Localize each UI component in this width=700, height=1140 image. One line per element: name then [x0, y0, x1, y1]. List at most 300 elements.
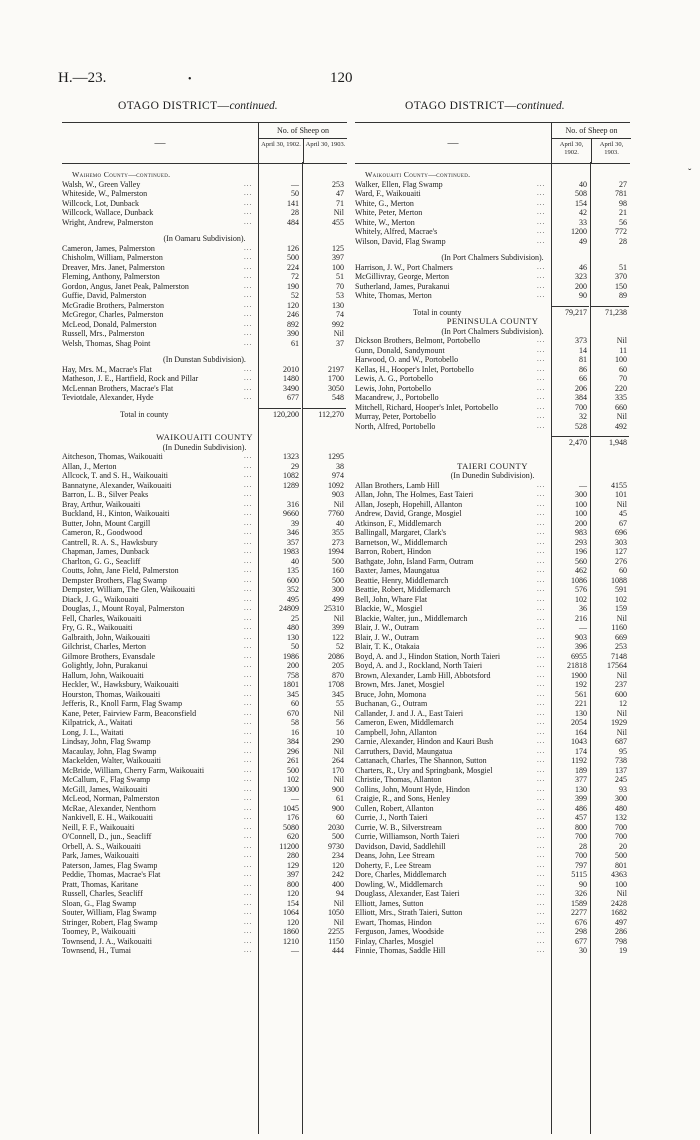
- value-1903: Nil: [616, 499, 627, 509]
- leader-dots: ...: [537, 537, 546, 546]
- value-1902: 216: [575, 613, 587, 623]
- left-spacer: [62, 419, 347, 426]
- leader-dots: ...: [537, 509, 546, 517]
- leader-dots: ...: [537, 499, 546, 508]
- row-name: Gordon, Angus, Janet Peak, Palmerston: [62, 281, 189, 291]
- leader-dots: ...: [244, 927, 253, 935]
- row-name: Douglass, Alexander, East Taieri: [355, 889, 460, 898]
- value-1903: 7760: [328, 509, 344, 518]
- row-name: Galbraith, John, Waikouaiti: [62, 632, 151, 642]
- leader-dots: ...: [244, 528, 253, 536]
- value-1902: 528: [575, 421, 587, 431]
- row-name: Ferguson, James, Woodside: [355, 927, 444, 936]
- left-table-row: [62, 633, 347, 643]
- right-table-row: [355, 699, 630, 709]
- value-1903: 25310: [324, 604, 344, 613]
- row-name: Mitchell, Richard, Hooper's Inlet, Portobello: [355, 402, 498, 412]
- value-1902: 120,200: [258, 408, 301, 420]
- value-1903: 2086: [328, 651, 344, 661]
- value-1902: 903: [575, 632, 587, 642]
- value-1903: Nil: [616, 336, 627, 345]
- left-total-row: [62, 410, 347, 420]
- row-name: Stringer, Robert, Flag Swamp: [62, 917, 158, 927]
- row-name: (In Oamaru Subdivision).: [163, 234, 246, 243]
- value-1903: 45: [619, 509, 627, 518]
- value-1903: 28: [619, 236, 627, 246]
- value-1902: 495: [287, 594, 299, 604]
- value-1903: 499: [332, 594, 344, 604]
- right-table-row: [355, 785, 630, 795]
- leader-dots: ...: [537, 898, 546, 907]
- row-name: White, Peter, Merton: [355, 208, 423, 217]
- right-table-row: [355, 384, 630, 394]
- value-1902: 676: [575, 917, 587, 927]
- left-table-row: [62, 500, 347, 510]
- row-name: Willcock, Lot, Dunback: [62, 198, 139, 208]
- right-table-row: [355, 766, 630, 776]
- row-name: Craigie, R., and Sons, Henley: [355, 794, 451, 803]
- value-1902: 176: [287, 813, 299, 822]
- leader-dots: ...: [244, 585, 253, 593]
- value-1902: 2010: [283, 364, 299, 374]
- row-name: Lewis, John, Portobello: [355, 383, 431, 393]
- right-table-row: [355, 237, 630, 247]
- leader-dots: ...: [244, 841, 253, 850]
- row-name: Welsh, Thomas, Shag Point: [62, 338, 151, 348]
- leader-dots: ...: [537, 784, 546, 793]
- right-total-row: [355, 438, 630, 448]
- left-table-row: [62, 614, 347, 624]
- right-district-title: [405, 100, 565, 112]
- row-name: Doherty, F., Lee Stream: [355, 860, 432, 870]
- row-name: Jefferis, R., Knoll Farm, Flag Swamp: [62, 699, 183, 708]
- value-1902: 50: [291, 189, 299, 198]
- leader-dots: ...: [537, 291, 546, 299]
- value-1902: 3490: [283, 383, 299, 393]
- leader-dots: ...: [244, 889, 253, 897]
- right-table-row: [355, 652, 630, 662]
- left-table-row: [62, 747, 347, 757]
- right-table-row: [355, 880, 630, 890]
- right-table-row: [355, 671, 630, 681]
- left-table-row: [62, 823, 347, 833]
- row-name: Dempster, William, The Glen, Waikouaiti: [62, 585, 196, 594]
- leader-dots: ...: [537, 179, 546, 188]
- value-1903: 253: [332, 179, 344, 189]
- value-1903: 300: [615, 794, 627, 803]
- leader-dots: ...: [537, 936, 546, 945]
- value-1902: 189: [575, 765, 587, 775]
- row-name: Diack, J. G., Waikouaiti: [62, 594, 139, 604]
- left-table-row: [62, 301, 347, 311]
- left-table-row: [62, 623, 347, 633]
- right-table-row: [355, 403, 630, 413]
- value-1903: 1295: [328, 452, 344, 461]
- value-1902: 206: [575, 383, 587, 393]
- row-name: Cantrell, R. A. S., Hawksbury: [62, 537, 158, 547]
- right-table-row: [355, 199, 630, 209]
- leader-dots: ...: [537, 775, 546, 783]
- left-table-row: [62, 282, 347, 292]
- value-1902: 52: [291, 291, 299, 300]
- leader-dots: ...: [244, 879, 253, 888]
- value-1902: 797: [575, 860, 587, 870]
- right-table-row: [355, 851, 630, 861]
- leader-dots: ...: [537, 661, 546, 669]
- row-name: Charters, R., Ury and Springbank, Mosgiel: [355, 765, 493, 775]
- value-1902: 326: [575, 889, 587, 898]
- row-name: Whiteside, W., Palmerston: [62, 189, 148, 198]
- leader-dots: ...: [244, 310, 253, 318]
- left-table-row: [62, 690, 347, 700]
- value-1903: 290: [332, 737, 344, 746]
- row-name: Gilmore Brothers, Evansdale: [62, 651, 156, 661]
- leader-dots: ...: [537, 575, 546, 584]
- left-table-row: [62, 680, 347, 690]
- row-name: Chisholm, William, Palmerston: [62, 253, 163, 262]
- leader-dots: ...: [537, 870, 546, 878]
- row-name: McLeod, Donald, Palmerston: [62, 319, 157, 329]
- value-1902: 32: [579, 412, 587, 421]
- right-table-body: [355, 163, 630, 956]
- value-1902: 130: [287, 632, 299, 642]
- value-1902: 1983: [283, 547, 299, 556]
- row-name: Allan, J., Merton: [62, 461, 117, 471]
- value-1903: 3050: [328, 383, 344, 393]
- leader-dots: ...: [537, 670, 546, 679]
- value-1902: 28: [291, 208, 299, 217]
- leader-dots: ...: [244, 364, 253, 373]
- row-name: TAIERI COUNTY: [457, 460, 528, 471]
- right-table-row: [355, 547, 630, 557]
- left-district-name: OTAGO DISTRICT—: [118, 100, 230, 112]
- value-1903: 500: [332, 832, 344, 841]
- value-1902: 192: [575, 680, 587, 689]
- leader-dots: ...: [244, 253, 253, 261]
- row-name: Barron, Robert, Hindon: [355, 547, 431, 556]
- value-1902: 800: [287, 879, 299, 889]
- right-table-row: [355, 908, 630, 918]
- right-table-row: [355, 614, 630, 624]
- row-name: Fell, Charles, Waikouaiti: [62, 613, 142, 623]
- row-name: Atkinson, F., Middlemarch: [355, 518, 442, 528]
- row-name: White, G., Merton: [355, 198, 414, 208]
- left-table-row: [62, 528, 347, 538]
- right-table-row: [355, 263, 630, 273]
- left-table-row: [62, 775, 347, 785]
- leader-dots: ...: [537, 566, 546, 574]
- right-table-row: [355, 336, 630, 346]
- value-1902: 49: [579, 236, 587, 246]
- value-1903: 500: [332, 575, 344, 585]
- left-county-heading: [62, 433, 347, 443]
- leader-dots: ...: [244, 217, 253, 226]
- leader-dots: ...: [537, 364, 546, 373]
- right-spacer: [355, 448, 630, 455]
- left-table-body: [62, 163, 347, 956]
- value-1903: 1700: [328, 374, 344, 383]
- value-1902: 200: [287, 661, 299, 670]
- value-1902: 576: [575, 585, 587, 594]
- left-subdivision-caption: [62, 234, 347, 244]
- row-name: Callander, J. and J. A., East Taieri: [355, 708, 464, 718]
- value-1903: 500: [615, 851, 627, 860]
- leader-dots: ...: [244, 661, 253, 669]
- value-1903: 399: [332, 623, 344, 632]
- row-name: Hay, Mrs. M., Macrae's Flat: [62, 364, 152, 374]
- row-name: Walsh, W., Green Valley: [62, 179, 141, 189]
- leader-dots: ...: [537, 813, 546, 821]
- value-1902: 141: [287, 198, 299, 208]
- right-district-suffix: continued.: [516, 100, 565, 112]
- row-name: Beattie, Henry, Middlemarch: [355, 575, 449, 585]
- leader-dots: ...: [537, 746, 546, 755]
- leader-dots: ...: [537, 585, 546, 593]
- left-table-row: [62, 709, 347, 719]
- row-name: Gunn, Donald, Sandymount: [355, 345, 445, 355]
- left-col-1903: April 30, 1903.: [303, 139, 347, 163]
- right-spacer: [355, 246, 630, 253]
- leader-dots: ...: [537, 803, 546, 812]
- row-name: Finlay, Charles, Mosgiel: [355, 936, 434, 946]
- row-name: Deans, John, Lee Stream: [355, 851, 435, 860]
- value-1902: 700: [575, 402, 587, 412]
- value-1903: 205: [332, 661, 344, 670]
- row-name: McLeod, Norman, Palmerston: [62, 794, 160, 803]
- leader-dots: ...: [244, 680, 253, 688]
- leader-dots: ...: [244, 594, 253, 603]
- leader-dots: ...: [244, 556, 253, 565]
- value-1902: 60: [291, 699, 299, 708]
- value-1902: 120: [287, 889, 299, 898]
- value-1902: 66: [579, 374, 587, 383]
- row-name: Buchanan, G., Outram: [355, 699, 428, 708]
- right-table-row: [355, 346, 630, 356]
- row-name: McGill, James, Waikouaiti: [62, 784, 148, 794]
- value-1903: Nil: [333, 613, 344, 623]
- leader-dots: ...: [537, 623, 546, 631]
- value-1902: 700: [575, 851, 587, 860]
- row-name: McGillivray, George, Merton: [355, 272, 449, 281]
- value-1902: 384: [575, 393, 587, 402]
- value-1902: 484: [287, 217, 299, 227]
- row-name: Townsend, J. A., Waikouaiti: [62, 936, 152, 946]
- margin-mark-icon: ˇ: [688, 168, 692, 179]
- right-table-row: [355, 566, 630, 576]
- leader-dots: ...: [244, 452, 253, 460]
- value-1903: 480: [615, 803, 627, 813]
- leader-dots: ...: [244, 756, 253, 764]
- value-1903: 245: [615, 775, 627, 784]
- value-1903: 17564: [607, 661, 627, 670]
- leader-dots: ...: [244, 518, 253, 527]
- row-name: Blackie, Walter, jun., Middlemarch: [355, 613, 468, 623]
- value-1902: 196: [575, 547, 587, 556]
- right-group-caption: No. of Sheep on: [552, 123, 631, 139]
- right-table-row: [355, 180, 630, 190]
- value-1902: 508: [575, 189, 587, 198]
- value-1903: 60: [619, 364, 627, 374]
- value-1903: 1682: [611, 908, 627, 917]
- value-1903: 89: [619, 291, 627, 300]
- value-1902: 677: [575, 936, 587, 946]
- right-table-row: [355, 927, 630, 937]
- value-1902: 221: [575, 699, 587, 708]
- left-col-dash: —: [154, 137, 166, 149]
- value-1902: 1480: [283, 374, 299, 383]
- leader-dots: ...: [244, 670, 253, 679]
- right-table-row: [355, 642, 630, 652]
- right-col-dash: —: [447, 137, 459, 149]
- value-1903: 4363: [611, 870, 627, 879]
- value-1902: 102: [287, 775, 299, 784]
- leader-dots: ...: [537, 236, 546, 245]
- value-1903: 1708: [328, 680, 344, 689]
- leader-dots: ...: [537, 632, 546, 641]
- right-table-row: [355, 490, 630, 500]
- row-name: Cameron, James, Palmerston: [62, 243, 155, 253]
- value-1902: —: [291, 179, 299, 189]
- row-name: Teviotdale, Alexander, Hyde: [62, 393, 154, 402]
- value-1902: 560: [575, 556, 587, 566]
- left-table-row: [62, 899, 347, 909]
- leader-dots: ...: [537, 613, 546, 622]
- leader-dots: ...: [244, 689, 253, 698]
- value-1903: 98: [619, 198, 627, 208]
- leader-dots: ...: [244, 699, 253, 707]
- row-name: Andrew, David, Grange, Mosgiel: [355, 509, 462, 518]
- left-table-row: [62, 393, 347, 403]
- right-table-row: [355, 804, 630, 814]
- value-1903: Nil: [616, 670, 627, 680]
- left-table-row: [62, 832, 347, 842]
- left-table-row: [62, 946, 347, 956]
- right-sheep-group: [551, 123, 631, 163]
- value-1902: 6955: [571, 651, 587, 661]
- value-1903: 397: [332, 253, 344, 262]
- row-name: Kane, Peter, Fairview Farm, Beaconsfield: [62, 708, 197, 718]
- leader-dots: ...: [537, 490, 546, 498]
- row-name: Chapman, James, Dunback: [62, 547, 150, 556]
- value-1902: 40: [291, 556, 299, 566]
- value-1903: 660: [615, 402, 627, 412]
- value-1902: 224: [287, 262, 299, 272]
- row-name: Aitcheson, Thomas, Waikouaiti: [62, 452, 163, 461]
- leader-dots: ...: [244, 480, 253, 489]
- row-name: Blair, T. K., Otakaia: [355, 642, 420, 651]
- left-table-row: [62, 218, 347, 228]
- leader-dots: ...: [244, 908, 253, 916]
- leader-dots: ...: [537, 227, 546, 235]
- value-1903: 20: [619, 841, 627, 851]
- left-table-row: [62, 908, 347, 918]
- value-1902: 377: [575, 775, 587, 784]
- left-table-row: [62, 253, 347, 263]
- leader-dots: ...: [537, 765, 546, 774]
- value-1902: 154: [575, 198, 587, 208]
- value-1903: Nil: [333, 708, 344, 718]
- row-name: Currie, W. B., Silverstream: [355, 822, 442, 832]
- row-name: White, W., Merton: [355, 217, 415, 227]
- value-1903: 93: [619, 784, 627, 794]
- value-1903: 100: [332, 262, 344, 272]
- value-1903: 61: [336, 794, 344, 803]
- value-1902: 983: [575, 528, 587, 537]
- value-1903: 125: [332, 243, 344, 253]
- leader-dots: ...: [537, 651, 546, 660]
- value-1903: 60: [619, 566, 627, 575]
- row-name: Kilpatrick, A., Waitati: [62, 718, 133, 727]
- value-1902: 11200: [279, 841, 299, 851]
- leader-dots: ...: [244, 775, 253, 783]
- left-table-row: [62, 671, 347, 681]
- value-1903: 95: [619, 746, 627, 756]
- row-name: Cameron, R., Goodwood: [62, 528, 143, 537]
- leader-dots: ...: [537, 699, 546, 707]
- leader-dots: ...: [537, 927, 546, 935]
- value-1903: 52: [336, 642, 344, 651]
- value-1903: 1160: [611, 623, 627, 632]
- value-1902: 323: [575, 272, 587, 281]
- left-table-row: [62, 291, 347, 301]
- left-table-row: [62, 937, 347, 947]
- row-name: Dempster Brothers, Flag Swamp: [62, 575, 167, 585]
- value-1902: 100: [575, 509, 587, 518]
- row-name: Elliott, James, Sutton: [355, 898, 424, 908]
- value-1902: 25: [291, 613, 299, 623]
- row-name: Bathgate, John, Island Farm, Outram: [355, 556, 474, 566]
- value-1902: 1082: [283, 471, 299, 480]
- leader-dots: ...: [244, 338, 253, 347]
- leader-dots: ...: [244, 651, 253, 660]
- left-subdivision-caption: [62, 443, 347, 453]
- row-name: Gilchrist, Charles, Merton: [62, 642, 146, 651]
- value-1903: 497: [615, 917, 627, 927]
- left-table-row: [62, 566, 347, 576]
- value-1902: 14: [579, 345, 587, 355]
- value-1903: 100: [615, 355, 627, 364]
- leader-dots: ...: [244, 794, 253, 802]
- left-table-row: [62, 595, 347, 605]
- leader-dots: ...: [244, 822, 253, 831]
- value-1902: 1045: [283, 803, 299, 813]
- row-name: Mackelden, Walter, Waikouaiti: [62, 756, 161, 765]
- row-name: Souter, William, Flag Swamp: [62, 908, 157, 917]
- value-1902: 5080: [283, 822, 299, 832]
- right-subdivision-caption: [355, 471, 630, 481]
- left-table-row: [62, 661, 347, 671]
- left-table-row: [62, 813, 347, 823]
- value-1903: 40: [336, 518, 344, 528]
- leader-dots: ...: [244, 179, 253, 188]
- right-table: [355, 122, 630, 1134]
- right-table-row: [355, 500, 630, 510]
- value-1903: 264: [332, 756, 344, 765]
- value-1903: 900: [332, 784, 344, 794]
- value-1902: 246: [287, 310, 299, 319]
- right-subdivision-caption: [355, 253, 630, 263]
- leader-dots: ...: [244, 198, 253, 207]
- right-table-row: [355, 918, 630, 928]
- value-1902: 357: [287, 537, 299, 547]
- row-name: Coutts, John, Jane Field, Palmerston: [62, 566, 179, 575]
- row-name: Christie, Thomas, Allanton: [355, 775, 442, 784]
- right-table-row: [355, 823, 630, 833]
- row-name: Cullen, Robert, Allanton: [355, 803, 434, 813]
- row-name: Harrison, J. W., Port Chalmers: [355, 262, 453, 272]
- value-1903: 56: [619, 217, 627, 227]
- value-1903: 370: [615, 272, 627, 281]
